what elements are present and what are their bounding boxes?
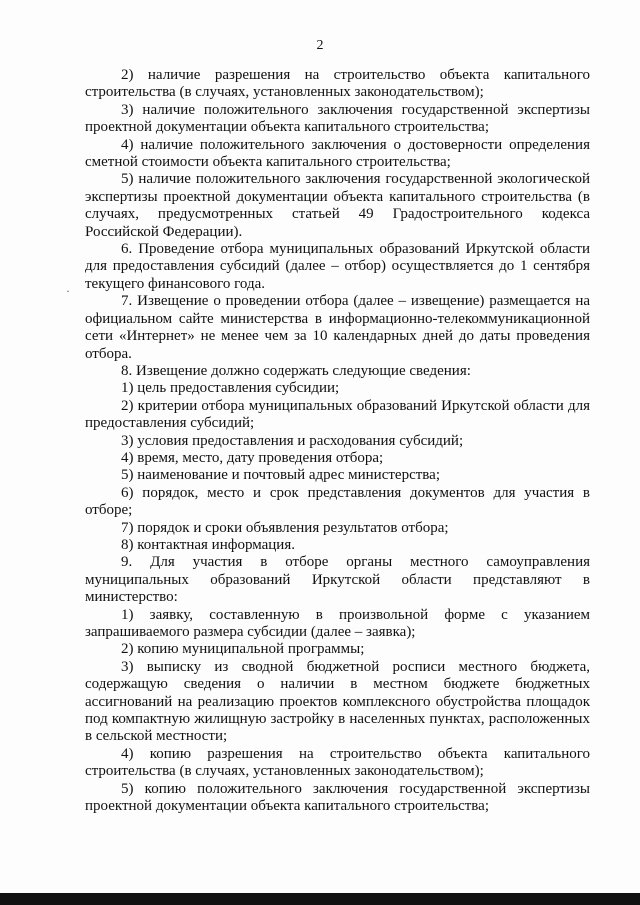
paragraph: 7. Извещение о проведении отбора (далее – извещение) размещается на официальном сайте министерства в информационно-телекоммуникационной сети «Интернет» не менее чем за 10 календарных дней до даты проведения отбора.	[85, 293, 590, 362]
paragraph: 8. Извещение должно содержать следующие сведения:	[121, 362, 471, 379]
paragraph: 1) заявку, составленную в произвольной форме с указанием запрашиваемого размера субсидии (далее – заявка);	[85, 606, 590, 640]
paragraph: 4) копию разрешения на строительство объекта капитального строительства (в случаях, установленных законодательством);	[85, 745, 590, 780]
scan-bottom-edge	[0, 893, 640, 905]
paragraph: 3) наличие положительного заключения государственной экспертизы проектной документации объекта капитального строительства;	[85, 101, 590, 136]
paragraph: 2) наличие разрешения на строительство объекта капитального строительства (в случаях, установленных законодательством);	[85, 67, 590, 101]
paragraph: 8) контактная информация.	[121, 536, 295, 553]
paragraph: 5) наименование и почтовый адрес министерства;	[121, 467, 440, 484]
paragraph: 2) критерии отбора муниципальных образований Иркутской области для предоставления субсидий;	[85, 397, 590, 432]
paragraph: 5) наличие положительного заключения государственной экологической экспертизы проектной документации объекта капитального строительства (в случаях, предусмотренных статьей 49 Градостроительного кодекса Российской Федерации).	[85, 171, 590, 240]
paragraph: 4) наличие положительного заключения о достоверности определения сметной стоимости объекта капитального строительства;	[85, 136, 590, 171]
paragraph: 1) цель предоставления субсидии;	[121, 380, 340, 397]
page-number: 2	[316, 38, 324, 53]
paragraph: 5) копию положительного заключения государственной экспертизы проектной документации объекта капитального строительства;	[85, 780, 590, 815]
paragraph: 7) порядок и сроки объявления результатов отбора;	[121, 519, 449, 536]
paragraph: 3) выписку из сводной бюджетной росписи местного бюджета, содержащую сведения о наличии в местном бюджете бюджетных ассигнований на реализацию проектов комплексного обустройства площадок под компактную жилищную застройку в населенных пунктах, расположенных в сельской местности;	[85, 658, 590, 745]
scan-mark: ·	[66, 284, 70, 298]
paragraph: 3) условия предоставления и расходования субсидий;	[121, 432, 464, 449]
paragraph: 6) порядок, место и срок представления документов для участия в отборе;	[85, 484, 590, 519]
paragraph: 6. Проведение отбора муниципальных образований Иркутской области для предоставления субсидий (далее – отбор) осуществляется до 1 сентября текущего финансового года.	[85, 241, 590, 292]
paragraph: 2) копию муниципальной программы;	[121, 641, 365, 658]
document-body	[85, 67, 590, 815]
paragraph: 9. Для участия в отборе органы местного самоуправления муниципальных образований Иркутской области представляют в министерство:	[85, 554, 590, 606]
paragraph: 4) время, место, дату проведения отбора;	[121, 449, 384, 466]
